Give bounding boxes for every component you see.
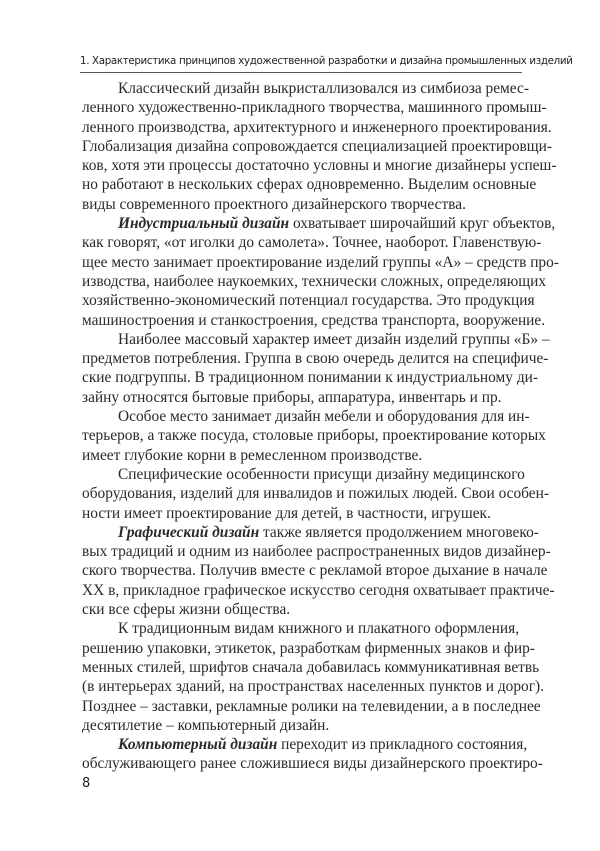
paragraph [82, 79, 557, 214]
page-number: 8 [82, 776, 91, 791]
running-header: 1. Характеристика принципов художественной разработки и дизайна промышленных изделий [80, 55, 573, 67]
text-line: оборудования, изделий для инвалидов и пожилых людей. Свои особен- [82, 485, 549, 503]
text-line: XX в, прикладное графическое искусство сегодня охватывает практиче- [82, 581, 555, 599]
line-text: также является продолжением многовеко- [259, 523, 539, 541]
paragraph [82, 619, 545, 735]
paragraph [82, 735, 543, 774]
text-line: ности имеет проектирование для детей, в частности, игрушек. [82, 504, 491, 522]
text-line: Наиболее массовый характер имеет дизайн изделий группы «Б» – [118, 330, 550, 348]
paragraph [82, 465, 549, 523]
text-line: обслуживающего ранее сложившиеся виды дизайнерского проектиро- [82, 755, 543, 773]
text-line: ленного производства, архитектурного и инженерного проектирования. [82, 118, 552, 136]
paragraph [82, 407, 546, 465]
line-text: охватывает широчайший круг объектов, [289, 215, 556, 233]
text-line: К традиционным видам книжного и плакатного оформления, [118, 620, 520, 638]
text-line: десятилетие – компьютерный дизайн. [82, 716, 330, 734]
text-line: терьеров, а также посуда, столовые приборы, проектирование которых [82, 427, 546, 445]
text-line: но работают в нескольких сферах одновременно. Выделим основные [82, 176, 537, 194]
paragraph [82, 330, 550, 407]
text-line: ленного художественно-прикладного творчества, машинного промыш- [82, 99, 547, 117]
text-line: хозяйственно-экономический потенциал государства. Это продукция [82, 292, 535, 310]
text-line [82, 214, 556, 233]
paragraph [82, 523, 555, 619]
text-line: предметов потребления. Группа в свою очередь делится на специфиче- [82, 350, 549, 368]
term-heading: Индустриальный дизайн [118, 215, 290, 233]
text-line: Особое место занимает дизайн мебели и оборудования для ин- [118, 408, 530, 426]
text-line: зайну относятся бытовые приборы, аппаратура, инвентарь и пр. [82, 388, 502, 406]
text-line: ского творчества. Получив вместе с рекламой второе дыхание в начале [82, 562, 548, 580]
text-line: Специфические особенности присущи дизайну медицинского [118, 465, 525, 483]
text-line: Глобализация дизайна сопровождается специализацией проектировщи- [82, 137, 552, 155]
term-heading: Компьютерный дизайн [118, 736, 278, 754]
header-rule [80, 72, 522, 73]
text-line: ков, хотя эти процессы достаточно условны и многие дизайнеры успеш- [82, 157, 557, 175]
text-line: виды современного проектного дизайнерского творчества. [82, 195, 466, 213]
text-line: машиностроения и станкостроения, средства транспорта, вооружение. [82, 311, 546, 329]
text-line [82, 735, 528, 754]
text-line: Классический дизайн выкристаллизовался из симбиоза ремес- [118, 80, 529, 97]
text-line: менных стилей, шрифтов сначала добавилась коммуникативная ветвь [82, 658, 540, 676]
text-line: ски все сферы жизни общества. [82, 601, 291, 619]
text-line: как говорят, «от иголки до самолета». Точнее, наоборот. Главенствую- [82, 234, 542, 252]
text-line: (в интерьерах зданий, на пространствах населенных пунктов и дорог). [82, 678, 545, 696]
text-line: решению упаковки, этикеток, разработкам фирменных знаков и фир- [82, 639, 535, 657]
body-text [82, 79, 559, 774]
text-line [82, 523, 539, 542]
line-text: переходит из прикладного состояния, [277, 736, 528, 754]
text-line: Позднее – заставки, рекламные ролики на телевидении, а в последнее [82, 697, 541, 715]
text-line: щее место занимает проектирование изделий группы «А» – средств про- [82, 253, 559, 271]
text-line: ские подгруппы. В традиционном понимании к индустриальному ди- [82, 369, 539, 387]
text-line: имеет глубокие корни в ремесленном производстве. [82, 446, 423, 464]
text-line: изводства, наиболее наукоемких, технически сложных, определяющих [82, 272, 547, 290]
paragraph [82, 214, 559, 330]
text-line: вых традиций и одним из наиболее распространенных видов дизайнер- [82, 543, 551, 561]
term-heading: Графический дизайн [118, 523, 260, 541]
